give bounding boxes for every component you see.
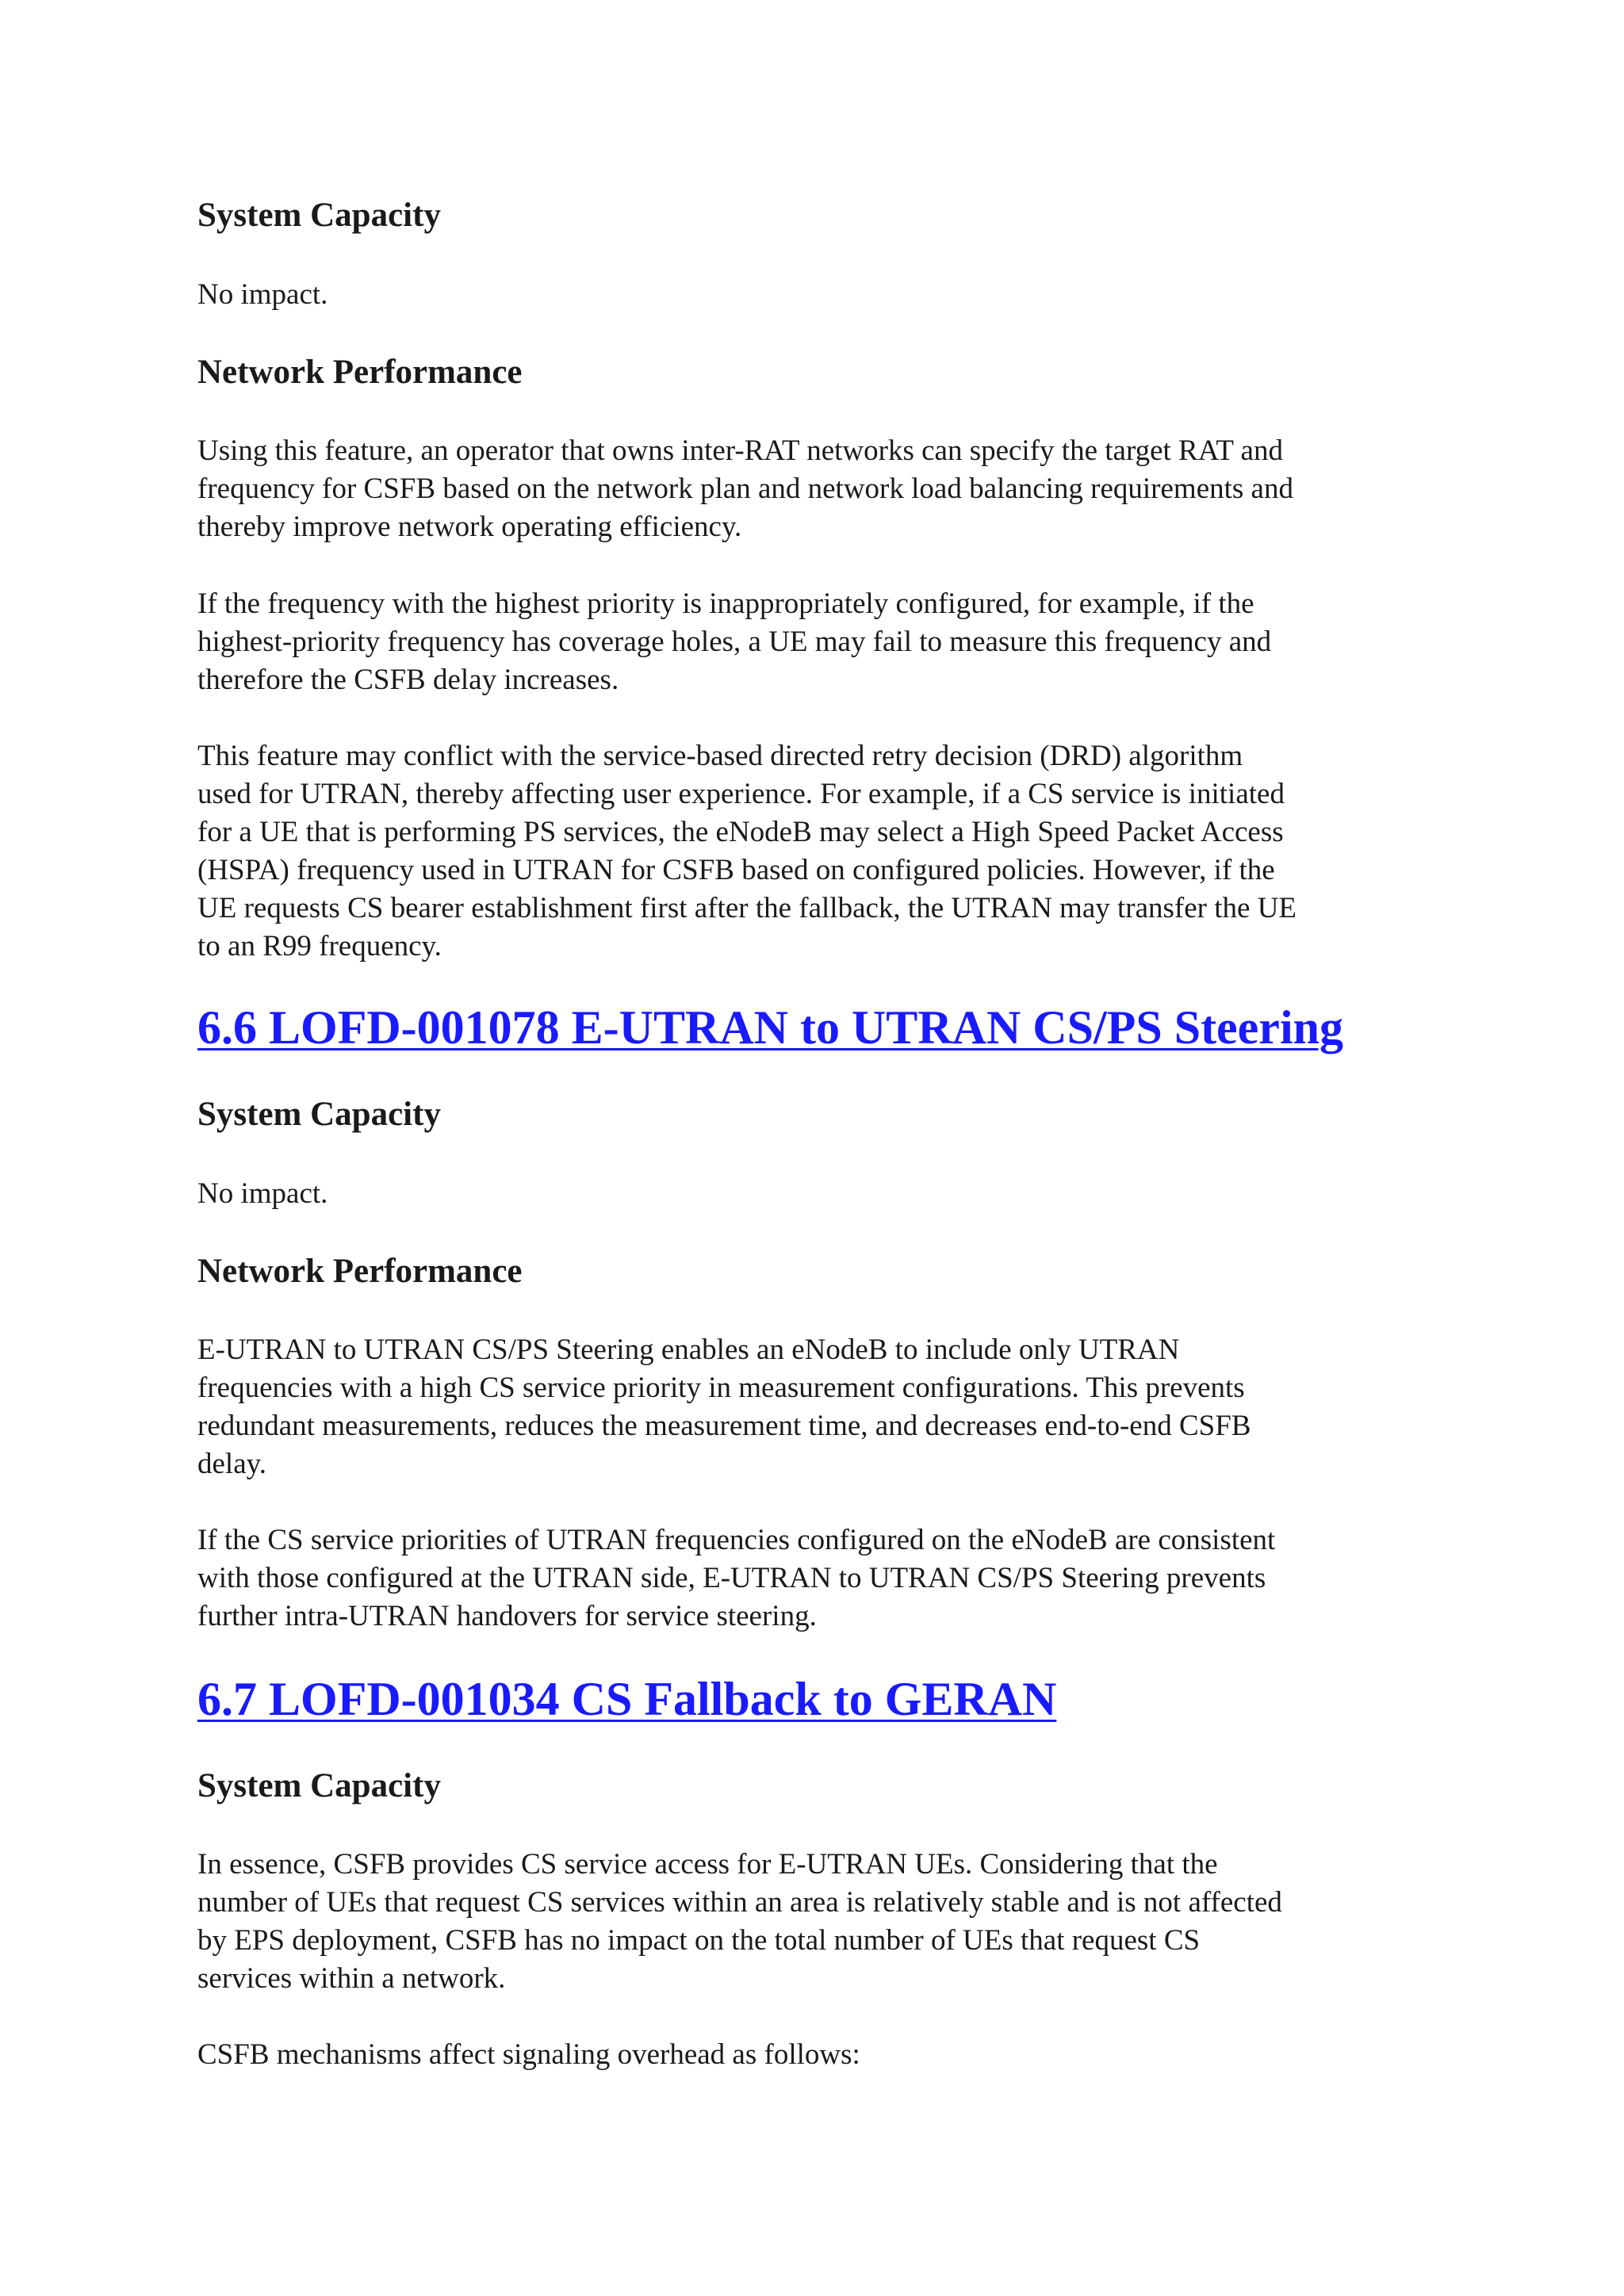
heading-network-performance: Network Performance xyxy=(197,354,523,391)
text-line: to an R99 frequency. xyxy=(197,930,442,962)
text-line: further intra-UTRAN handovers for service steering. xyxy=(197,1600,817,1632)
paragraph-no-impact-6-6 xyxy=(197,1175,327,1213)
text-line: frequencies with a high CS service priority in measurement configurations. This prevents xyxy=(197,1372,1245,1404)
text-line: UE requests CS bearer establishment first after the fallback, the UTRAN may transfer the UE xyxy=(197,892,1297,924)
text-line: for a UE that is performing PS services, the eNodeB may select a High Speed Packet Access xyxy=(197,816,1284,848)
text-line: In essence, CSFB provides CS service access for E-UTRAN UEs. Considering that the xyxy=(197,1848,1218,1881)
text-line: with those configured at the UTRAN side, E-UTRAN to UTRAN CS/PS Steering prevents xyxy=(197,1562,1266,1594)
section-6-7-title xyxy=(197,1673,1056,1725)
text-line: If the frequency with the highest priority is inappropriately configured, for example, if the xyxy=(197,587,1254,620)
text-line: used for UTRAN, thereby affecting user experience. For example, if a CS service is initiated xyxy=(197,778,1285,810)
paragraph-no-impact xyxy=(197,276,327,314)
text-line: therefore the CSFB delay increases. xyxy=(197,664,619,696)
text-line: frequency for CSFB based on the network plan and network load balancing requirements and xyxy=(197,473,1293,505)
section-6-6-title xyxy=(197,1001,1343,1054)
paragraph-drd-conflict xyxy=(197,737,1297,966)
heading-system-capacity-6-7: System Capacity xyxy=(197,1767,441,1804)
paragraph-using-feature xyxy=(197,432,1293,546)
text-line: (HSPA) frequency used in UTRAN for CSFB based on configured policies. However, if the xyxy=(197,854,1275,886)
text-line: delay. xyxy=(197,1448,266,1480)
text-line: number of UEs that request CS services within an area is relatively stable and is not affected xyxy=(197,1886,1282,1919)
text-line: Using this feature, an operator that owns inter-RAT networks can specify the target RAT and xyxy=(197,434,1283,467)
paragraph-steering-enables xyxy=(197,1331,1251,1483)
text-line: thereby improve network operating efficiency. xyxy=(197,511,742,543)
text-line: highest-priority frequency has coverage holes, a UE may fail to measure this frequency and xyxy=(197,626,1272,658)
paragraph-cs-priorities xyxy=(197,1521,1275,1636)
heading-system-capacity-6-6: System Capacity xyxy=(197,1096,441,1133)
heading-system-capacity: System Capacity xyxy=(197,197,441,234)
text-line: by EPS deployment, CSFB has no impact on the total number of UEs that request CS xyxy=(197,1924,1201,1957)
text-line: E-UTRAN to UTRAN CS/PS Steering enables an eNodeB to include only UTRAN xyxy=(197,1334,1180,1366)
section-6-6-link[interactable]: 6.6 LOFD-001078 E-UTRAN to UTRAN CS/PS Steering xyxy=(197,1001,1343,1054)
text-line: services within a network. xyxy=(197,1962,506,1995)
paragraph-csfb-mechanisms xyxy=(197,2036,860,2074)
section-6-7-link[interactable]: 6.7 LOFD-001034 CS Fallback to GERAN xyxy=(197,1673,1057,1725)
text-line: No impact. xyxy=(197,1177,328,1210)
paragraph-frequency-priority xyxy=(197,585,1271,699)
heading-network-performance-6-6: Network Performance xyxy=(197,1253,523,1290)
text-line: CSFB mechanisms affect signaling overhead as follows: xyxy=(197,2038,860,2071)
paragraph-in-essence xyxy=(197,1846,1282,1998)
text-line: If the CS service priorities of UTRAN frequencies configured on the eNodeB are consistent xyxy=(197,1524,1276,1556)
text-line: No impact. xyxy=(197,278,328,311)
text-line: redundant measurements, reduces the measurement time, and decreases end-to-end CSFB xyxy=(197,1410,1251,1442)
text-line: This feature may conflict with the service-based directed retry decision (DRD) algorithm xyxy=(197,740,1243,772)
